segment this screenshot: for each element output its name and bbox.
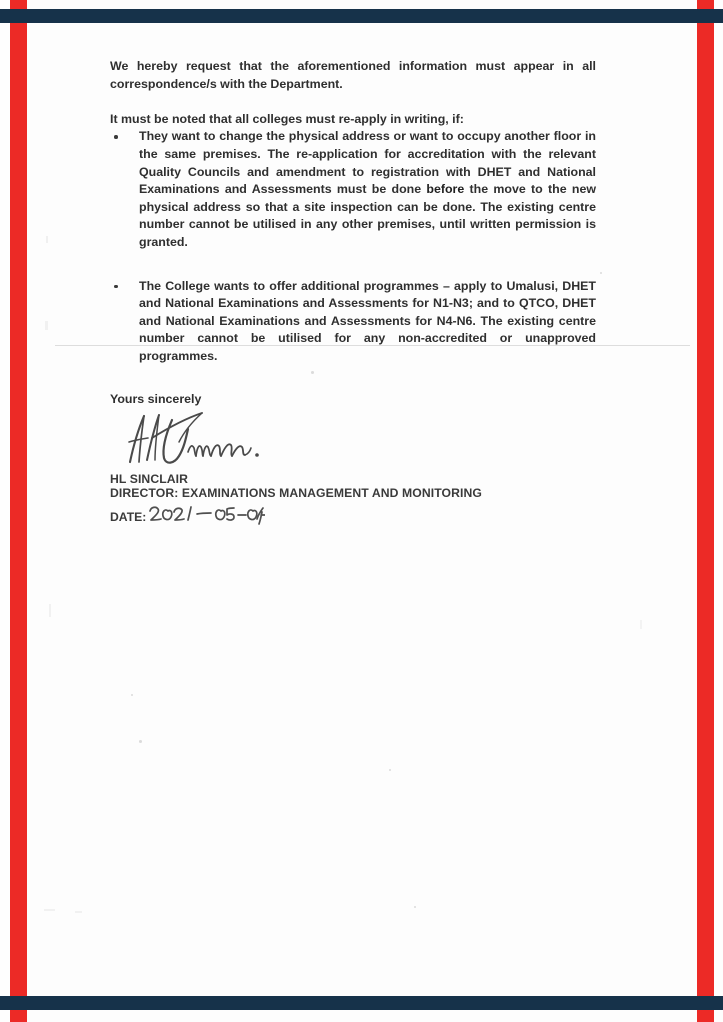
scan-speck [389,769,391,771]
border-bar-top [0,9,723,23]
bullet-point-icon [114,285,118,289]
scan-smudge [49,604,51,617]
handwritten-date [147,503,265,527]
signature-block [110,392,570,524]
scan-smudge [46,236,48,243]
bullet-emphasis: before [426,182,465,197]
closing-salutation: Yours sincerely [110,392,202,406]
signatory-name: HL SINCLAIR [110,472,189,486]
list-item [110,128,596,251]
scan-speck [414,906,416,908]
paper-edge-left [0,0,10,1022]
list-gap [110,252,596,278]
scan-smudge [640,620,642,629]
bullet-point-icon [114,135,118,139]
scan-smudge [45,321,48,330]
signatory-title: DIRECTOR: EXAMINATIONS MANAGEMENT AND MONITORING [110,486,482,500]
letter-body [110,58,596,366]
bullet-text-part-2: the move to the new physical address so that a site inspection can be done. The existing centre number cannot be utilised in any other premises, until written permission is granted. [139,182,596,249]
scan-smudge [44,909,55,911]
paper-edge-right [714,0,723,1022]
lead-in-line: It must be noted that all colleges must re-apply in writing, if: [110,111,464,126]
date-row [110,503,570,524]
border-stripe-left [10,0,27,1022]
border-bar-bottom [0,996,723,1010]
bullet-text-part-1: They want to change the physical address or want to occupy another floor in the same premises. The re-application for accreditation with the relevant Quality Councils and amendment to registration with DHET and National Examinations and Assessments must be done [139,129,596,197]
date-label: DATE: [110,510,147,524]
scan-smudge [75,911,82,913]
paragraph-request: We hereby request that the aforementioned information must appear in all correspondence/s with the Department. [110,59,596,91]
list-item [110,278,596,366]
scan-speck [139,740,142,743]
scan-speck [600,272,602,274]
handwritten-signature [116,408,266,470]
border-stripe-right [697,0,714,1022]
requirements-list [110,128,596,365]
scan-speck [311,371,314,374]
paragraph-spacer [110,93,596,111]
bullet-text-part-1: The College wants to offer additional programmes – apply to Umalusi, DHET and National Examinations and Assessments for N1-N3; and to QTCO, DHET and National Examinations and Assessments for N4-N6. The existing centre number cannot be utilised for any non-accredited or unapproved programmes. [139,278,596,363]
scan-speck [131,694,133,696]
